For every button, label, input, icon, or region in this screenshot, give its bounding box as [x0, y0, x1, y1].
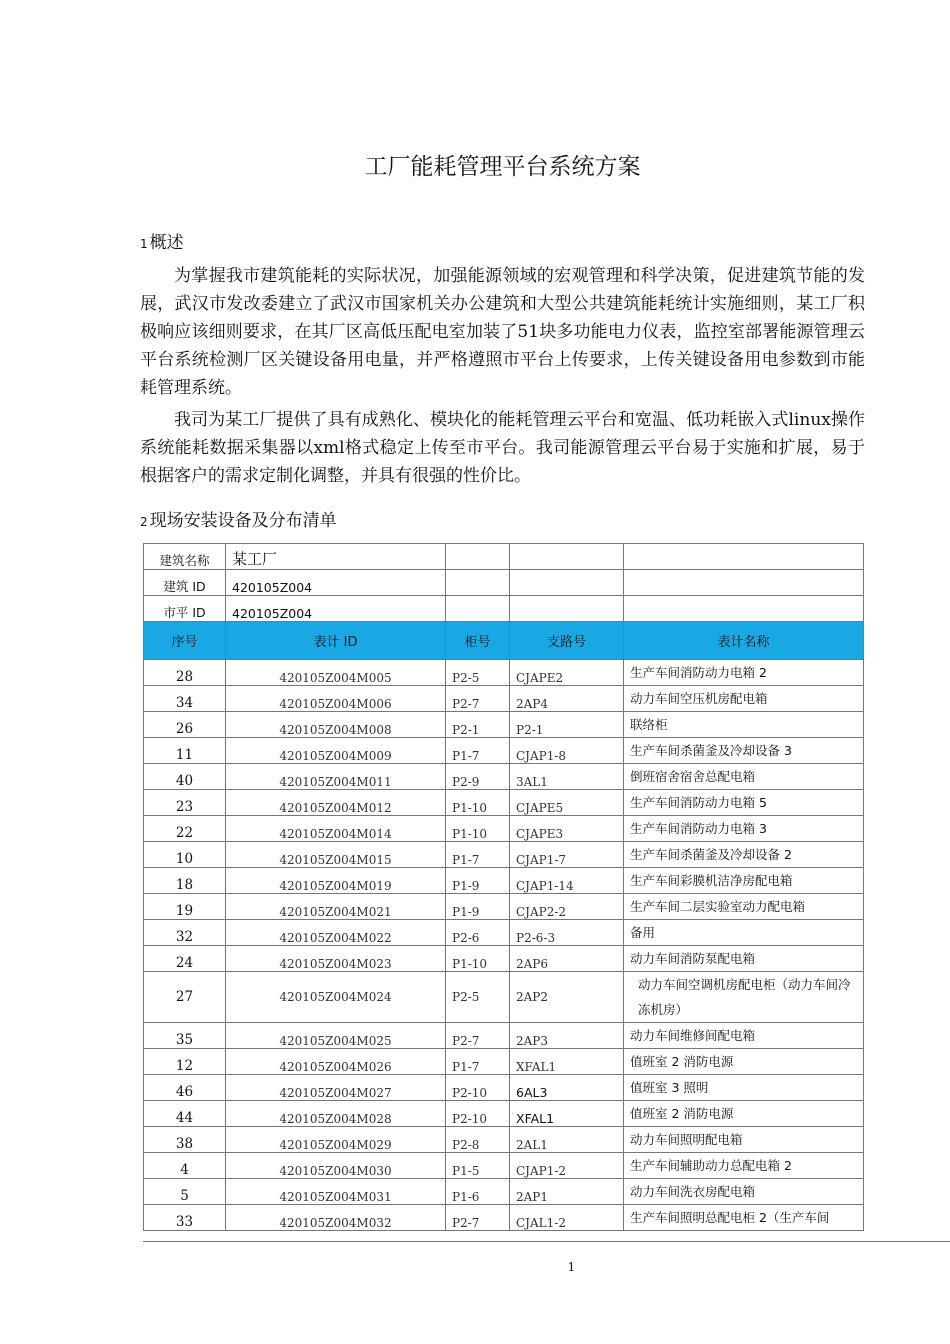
cell-seq: 46 [144, 1075, 226, 1101]
page-number: 1 [567, 1260, 576, 1274]
section-number: 1 [140, 237, 148, 251]
cell-cabinet: P2-10 [446, 1075, 510, 1101]
cell-meter-name: 值班室 2 消防电源 [624, 1049, 864, 1075]
table-row [144, 1049, 864, 1075]
table-row [144, 1153, 864, 1179]
cell-meter-id: 420105Z004M027 [226, 1075, 446, 1101]
cell-seq: 35 [144, 1023, 226, 1049]
section-number: 2 [140, 515, 148, 529]
cell-meter-name: 生产车间消防动力电箱 2 [624, 660, 864, 686]
cell-meter-name: 动力车间空调机房配电柜（动力车间冷冻机房） [624, 972, 864, 1023]
cell-meter-id: 420105Z004M009 [226, 738, 446, 764]
cell-cabinet: P2-7 [446, 1205, 510, 1231]
cell-cabinet: P1-7 [446, 1049, 510, 1075]
cell-cabinet: P2-10 [446, 1101, 510, 1127]
table-row [144, 946, 864, 972]
paragraph-overview-2: 我司为某工厂提供了具有成熟化、模块化的能耗管理云平台和宽温、低功耗嵌入式linux操作系统能耗数据采集器以xml格式稳定上传至市平台。我司能源管理云平台易于实施和扩展，易于根据客户的需求定制化调整，并具有很强的性价比。 [140, 410, 865, 486]
cell-meter-name: 动力车间洗衣房配电箱 [624, 1179, 864, 1205]
table-row [144, 868, 864, 894]
cell-meter-name: 值班室 3 照明 [624, 1075, 864, 1101]
empty-cell [510, 570, 624, 596]
cell-branch: 2AP6 [510, 946, 624, 972]
cell-branch: 2AL1 [510, 1127, 624, 1153]
cell-meter-id: 420105Z004M022 [226, 920, 446, 946]
cell-branch: P2-6-3 [510, 920, 624, 946]
cell-seq: 44 [144, 1101, 226, 1127]
cell-meter-id: 420105Z004M028 [226, 1101, 446, 1127]
cell-meter-name: 生产车间杀菌釜及冷却设备 3 [624, 738, 864, 764]
table-row [144, 1127, 864, 1153]
equipment-table [143, 543, 864, 1231]
cell-branch: CJAPE3 [510, 816, 624, 842]
cell-meter-id: 420105Z004M008 [226, 712, 446, 738]
cell-seq: 38 [144, 1127, 226, 1153]
cell-seq: 18 [144, 868, 226, 894]
cell-cabinet: P1-10 [446, 816, 510, 842]
table-row [144, 920, 864, 946]
cell-branch: 6AL3 [510, 1075, 624, 1101]
cell-cabinet: P1-10 [446, 946, 510, 972]
cell-cabinet: P2-7 [446, 1023, 510, 1049]
cell-seq: 40 [144, 764, 226, 790]
cell-cabinet: P2-1 [446, 712, 510, 738]
cell-meter-name: 生产车间彩膜机洁净房配电箱 [624, 868, 864, 894]
cell-meter-name: 动力车间消防泵配电箱 [624, 946, 864, 972]
cell-seq: 10 [144, 842, 226, 868]
table-bottom-rule [143, 1241, 950, 1242]
cell-branch: CJAP1-7 [510, 842, 624, 868]
cell-meter-id: 420105Z004M011 [226, 764, 446, 790]
info-value: 某工厂 [226, 544, 446, 570]
section-heading-equipment-list [140, 506, 337, 531]
cell-seq: 12 [144, 1049, 226, 1075]
cell-seq: 4 [144, 1153, 226, 1179]
cell-cabinet: P1-7 [446, 842, 510, 868]
cell-meter-id: 420105Z004M005 [226, 660, 446, 686]
cell-cabinet: P2-5 [446, 972, 510, 1023]
cell-meter-id: 420105Z004M023 [226, 946, 446, 972]
empty-cell [446, 570, 510, 596]
table-row [144, 972, 864, 1023]
cell-branch: 2AP2 [510, 972, 624, 1023]
cell-meter-id: 420105Z004M006 [226, 686, 446, 712]
header-cabinet: 柜号 [446, 622, 510, 660]
cell-branch: CJAPE5 [510, 790, 624, 816]
cell-cabinet: P1-6 [446, 1179, 510, 1205]
cell-branch: XFAL1 [510, 1049, 624, 1075]
cell-meter-name: 生产车间消防动力电箱 3 [624, 816, 864, 842]
info-label: 建筑 ID [144, 570, 226, 596]
cell-meter-name: 生产车间二层实验室动力配电箱 [624, 894, 864, 920]
header-meter-id: 表计 ID [226, 622, 446, 660]
cell-meter-name: 动力车间空压机房配电箱 [624, 686, 864, 712]
paragraph-overview-1: 为掌握我市建筑能耗的实际状况，加强能源领域的宏观管理和科学决策，促进建筑节能的发展，武汉市发改委建立了武汉市国家机关办公建筑和大型公共建筑能耗统计实施细则，某工厂积极响应该细则要求，在其厂区高低压配电室加装了51块多功能电力仪表，监控室部署能源管理云平台系统检测厂区关键设备用电量，并严格遵照市平台上传要求，上传关键设备用电参数到市能耗管理系统。 [140, 266, 865, 398]
cell-meter-id: 420105Z004M012 [226, 790, 446, 816]
table-header [144, 622, 864, 660]
table-row [144, 842, 864, 868]
cell-branch: 2AP1 [510, 1179, 624, 1205]
table-body [144, 660, 864, 1231]
cell-meter-name: 联络柜 [624, 712, 864, 738]
cell-seq: 33 [144, 1205, 226, 1231]
cell-meter-id: 420105Z004M026 [226, 1049, 446, 1075]
table-row [144, 1101, 864, 1127]
table-row [144, 660, 864, 686]
table-row [144, 894, 864, 920]
cell-cabinet: P1-9 [446, 868, 510, 894]
table-row [144, 790, 864, 816]
cell-cabinet: P2-6 [446, 920, 510, 946]
header-row [144, 622, 864, 660]
cell-meter-id: 420105Z004M029 [226, 1127, 446, 1153]
cell-seq: 26 [144, 712, 226, 738]
cell-meter-id: 420105Z004M030 [226, 1153, 446, 1179]
cell-cabinet: P2-5 [446, 660, 510, 686]
info-label: 建筑名称 [144, 544, 226, 570]
cell-branch: CJAP1-14 [510, 868, 624, 894]
section-heading-overview [140, 228, 184, 253]
cell-cabinet: P1-7 [446, 738, 510, 764]
table-row [144, 712, 864, 738]
document-title: 工厂能耗管理平台系统方案 [364, 154, 641, 180]
table-row [144, 686, 864, 712]
cell-meter-id: 420105Z004M025 [226, 1023, 446, 1049]
empty-cell [510, 544, 624, 570]
cell-meter-id: 420105Z004M019 [226, 868, 446, 894]
cell-meter-id: 420105Z004M021 [226, 894, 446, 920]
cell-meter-id: 420105Z004M031 [226, 1179, 446, 1205]
cell-meter-id: 420105Z004M014 [226, 816, 446, 842]
cell-seq: 19 [144, 894, 226, 920]
cell-cabinet: P1-5 [446, 1153, 510, 1179]
cell-meter-id: 420105Z004M015 [226, 842, 446, 868]
cell-branch: XFAL1 [510, 1101, 624, 1127]
table-row [144, 1205, 864, 1231]
table-row [144, 1179, 864, 1205]
info-row [144, 570, 864, 596]
cell-branch: 3AL1 [510, 764, 624, 790]
cell-branch: CJAP1-8 [510, 738, 624, 764]
cell-branch: P2-1 [510, 712, 624, 738]
cell-cabinet: P2-8 [446, 1127, 510, 1153]
info-value: 420105Z004 [226, 596, 446, 622]
building-info [144, 544, 864, 622]
cell-cabinet: P2-9 [446, 764, 510, 790]
cell-meter-name: 生产车间杀菌釜及冷却设备 2 [624, 842, 864, 868]
cell-meter-name: 倒班宿舍宿舍总配电箱 [624, 764, 864, 790]
cell-seq: 28 [144, 660, 226, 686]
empty-cell [446, 596, 510, 622]
header-seq: 序号 [144, 622, 226, 660]
section-title: 现场安装设备及分布清单 [149, 511, 337, 531]
section-title: 概述 [149, 233, 184, 253]
cell-meter-id: 420105Z004M024 [226, 972, 446, 1023]
cell-meter-name: 生产车间照明总配电柜 2（生产车间 [624, 1205, 864, 1231]
cell-seq: 24 [144, 946, 226, 972]
cell-meter-name: 生产车间消防动力电箱 5 [624, 790, 864, 816]
empty-cell [624, 570, 864, 596]
empty-cell [446, 544, 510, 570]
cell-cabinet: P1-9 [446, 894, 510, 920]
cell-branch: 2AP3 [510, 1023, 624, 1049]
cell-seq: 5 [144, 1179, 226, 1205]
cell-seq: 23 [144, 790, 226, 816]
cell-meter-name: 备用 [624, 920, 864, 946]
equipment-table-container [143, 543, 864, 1231]
empty-cell [624, 544, 864, 570]
info-value: 420105Z004 [226, 570, 446, 596]
info-label: 市平 ID [144, 596, 226, 622]
cell-branch: CJAPE2 [510, 660, 624, 686]
table-row [144, 738, 864, 764]
cell-branch: CJAL1-2 [510, 1205, 624, 1231]
table-row [144, 1075, 864, 1101]
table-row [144, 1023, 864, 1049]
header-meter-name: 表计名称 [624, 622, 864, 660]
cell-seq: 11 [144, 738, 226, 764]
header-branch: 支路号 [510, 622, 624, 660]
info-row [144, 544, 864, 570]
empty-cell [624, 596, 864, 622]
cell-meter-name: 值班室 2 消防电源 [624, 1101, 864, 1127]
cell-meter-name: 动力车间照明配电箱 [624, 1127, 864, 1153]
table-row [144, 764, 864, 790]
cell-cabinet: P2-7 [446, 686, 510, 712]
cell-meter-name: 动力车间维修间配电箱 [624, 1023, 864, 1049]
cell-seq: 32 [144, 920, 226, 946]
info-row [144, 596, 864, 622]
cell-seq: 22 [144, 816, 226, 842]
cell-seq: 34 [144, 686, 226, 712]
cell-branch: 2AP4 [510, 686, 624, 712]
empty-cell [510, 596, 624, 622]
table-row [144, 816, 864, 842]
cell-meter-name: 生产车间辅助动力总配电箱 2 [624, 1153, 864, 1179]
cell-branch: CJAP2-2 [510, 894, 624, 920]
cell-branch: CJAP1-2 [510, 1153, 624, 1179]
cell-seq: 27 [144, 972, 226, 1023]
cell-cabinet: P1-10 [446, 790, 510, 816]
cell-meter-id: 420105Z004M032 [226, 1205, 446, 1231]
